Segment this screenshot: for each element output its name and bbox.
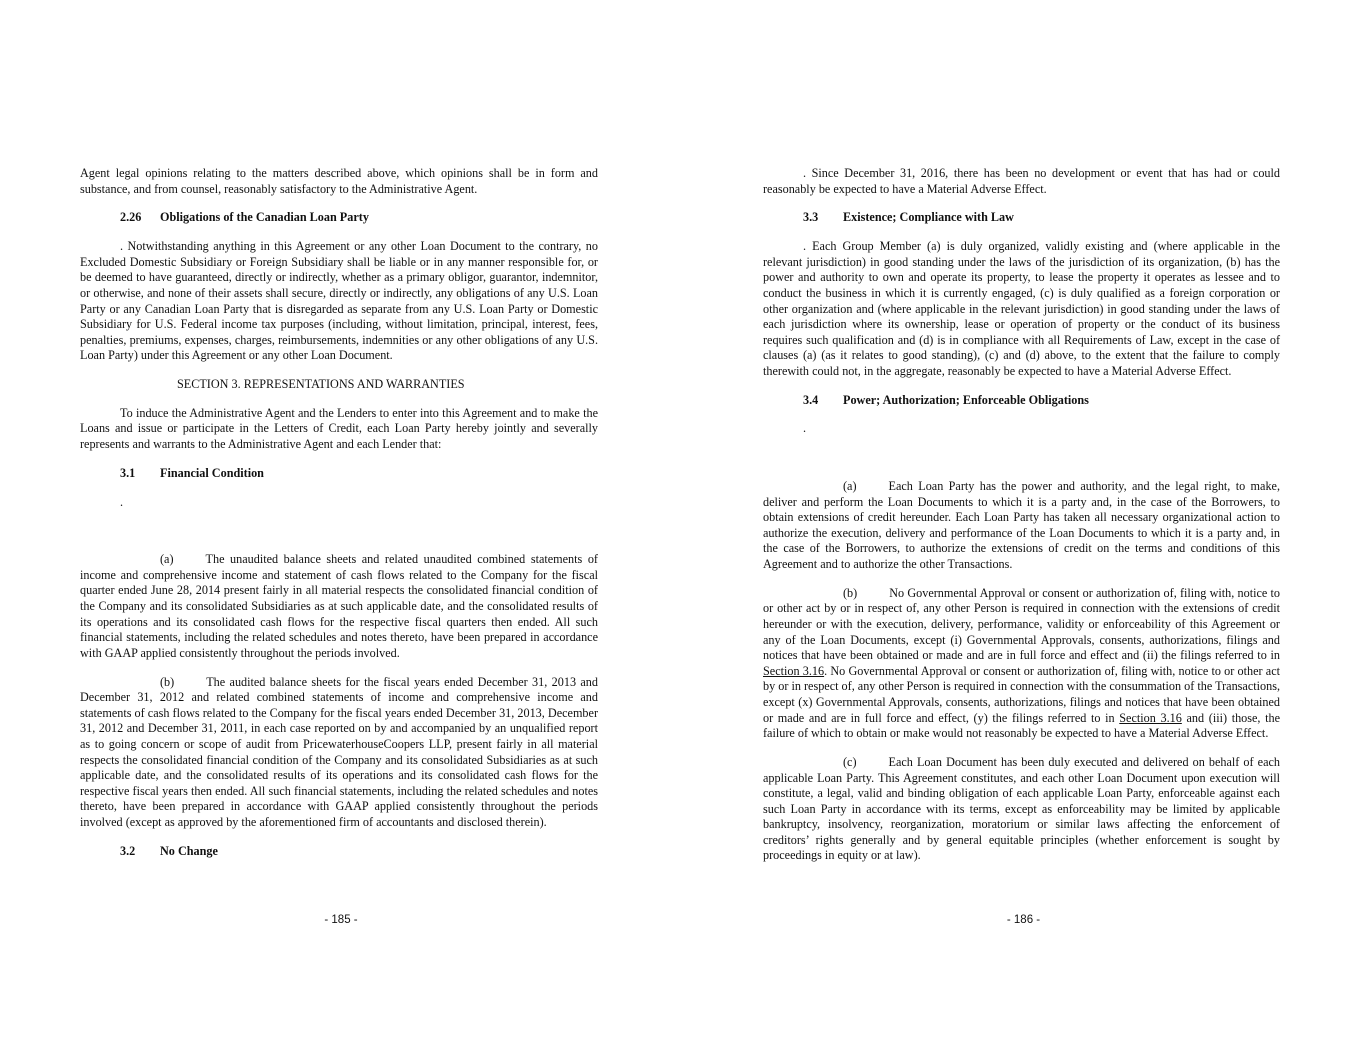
- right-page: [682, 0, 1365, 1055]
- section-title: Existence; Compliance with Law: [843, 210, 1014, 225]
- section-3-16-link[interactable]: Section 3.16: [763, 663, 825, 678]
- clause-label: (a): [160, 552, 174, 567]
- spacer: [80, 523, 598, 539]
- section-title: Obligations of the Canadian Loan Party: [160, 210, 369, 225]
- paragraph-3-2: . Since December 31, 2016, there has been no development or event that has had or could reasonably be expected to have a Material Adverse Effect.: [763, 166, 1280, 196]
- section-3-16-link[interactable]: Section 3.16: [1119, 710, 1182, 725]
- clause-text: The unaudited balance sheets and related unaudited combined statements of income and comprehensive income and statement of cash flows related to the Company for the fiscal quarter ended June 28, 2014 present fairly in all material respects the consolidated financial condition of the Company and its consolidated Subsidiaries as at such applicable date, and the consolidated results of its operations and its consolidated cash flows for the respective fiscal quarters then ended. All such financial statements, including the related schedules and notes thereto, have been prepared in accordance with GAAP applied consistently throughout the periods involved.: [80, 552, 598, 660]
- section-number: 3.4: [803, 392, 819, 407]
- section-heading-3-1: [80, 466, 598, 482]
- clause-text: No Governmental Approval or consent or authorization of, filing with, notice to or other act by or in respect of, any other Person is required in connection with the extensions of credit hereunder or with the execution, delivery, performance, validity or enforceability of this Agreement or any of the Loan Documents, except (i) Governmental Approvals, consents, authorizations, filings and notices that have been obtained or made and are in full force and effect and (ii) the filings referred to in: [763, 585, 1280, 663]
- page-number: - 186 -: [1006, 914, 1041, 926]
- continuation-paragraph: Agent legal opinions relating to the matters described above, which opinions shall be in form and substance, and from counsel, reasonably satisfactory to the Administrative Agent.: [80, 166, 598, 196]
- section-number: 2.26: [120, 210, 142, 225]
- paragraph-2-26: . Notwithstanding anything in this Agreement or any other Loan Document to the contrary, no Excluded Domestic Subsidiary or Foreign Subsidiary shall be liable or in any manner responsible for, or be deemed to have guaranteed, directly or indirectly, whether as a primary obligor, guarantor, indemnitor, or otherwise, and none of their assets shall secure, directly or indirectly, any obligations of any U.S. Loan Party or any Canadian Loan Party that is disregarded as separate from any U.S. Loan Party or Domestic Subsidiary for U.S. Federal income tax purposes (including, without limitation, principal, interest, fees, penalties, premiums, expenses, charges, reimbursements, indemnities or any other obligations of any U.S. Loan Party) under this Agreement or any other Loan Document.: [80, 239, 598, 363]
- section-heading-2-26: [80, 210, 598, 226]
- clause-label: (b): [160, 674, 175, 689]
- clause-label: (c): [843, 754, 857, 769]
- section-number: 3.1: [120, 465, 136, 480]
- section-heading-3-4: [763, 393, 1280, 409]
- left-page: [0, 0, 682, 1055]
- section-heading-3-2: [80, 844, 598, 860]
- paragraph-3-1-b: [80, 675, 598, 831]
- section-number: 3.3: [803, 210, 819, 225]
- clause-text: The audited balance sheets for the fiscal years ended December 31, 2013 and December 31, 2012 and related combined statements of income and comprehensive income and statements of cash flows related to the Company for the fiscal years ended December 31, 2013, December 31, 2012 and December 31, 2011, in each case reported on by and accompanied by an unqualified report as to going concern or scope of audit from PricewaterhouseCoopers LLP, present fairly in all material respects the consolidated financial condition of the Company and its consolidated Subsidiaries as at such applicable date, and the consolidated results of its operations and its consolidated cash flows for the respective fiscal years then ended. All such financial statements, including the related schedules and notes thereto, have been prepared in accordance with GAAP applied consistently throughout the periods involved (except as approved by the aforementioned firm of accountants and disclosed therein).: [80, 674, 598, 829]
- clause-label: (a): [843, 479, 857, 494]
- section-3-intro: To induce the Administrative Agent and the Lenders to enter into this Agreement and to make the Loans and issue or participate in the Letters of Credit, each Loan Party hereby jointly and severally represents and warrants to the Administrative Agent and each Lender that:: [80, 405, 598, 452]
- clause-text: Each Loan Party has the power and authority, and the legal right, to make, deliver and perform the Loan Documents to which it is a party and, in the case of the Borrowers, to obtain extensions of credit hereunder. Each Loan Party has taken all necessary organizational action to authorize the execution, delivery and performance of the Loan Documents to which it is a party and, in the case of the Borrowers, to authorize the extensions of credit on the terms and conditions of this Agreement and to authorize the other Transactions.: [763, 479, 1280, 571]
- section-3-4-dot: .: [803, 421, 807, 436]
- clause-label: (b): [843, 585, 858, 600]
- paragraph-3-1-a: [80, 552, 598, 661]
- paragraph-3-4-a: [763, 479, 1280, 573]
- paragraph-3-4-b: [763, 586, 1280, 742]
- section-title: No Change: [160, 843, 218, 858]
- clause-text: Each Loan Document has been duly executed and delivered on behalf of each applicable Loan Party. This Agreement constitutes, and each other Loan Document upon execution will constitute, a legal, valid and binding obligation of each applicable Loan Party, enforceable against each such Loan Party in accordance with its terms, except as enforceability may be limited by applicable bankruptcy, insolvency, reorganization, moratorium or similar laws affecting the enforcement of creditors’ rights generally and by general equitable principles (whether enforcement is sought by proceedings in equity or at law).: [763, 754, 1280, 863]
- section-title: Power; Authorization; Enforceable Obligations: [843, 392, 1089, 407]
- spacer: [763, 450, 1280, 466]
- section-heading-3-3: [763, 210, 1280, 226]
- paragraph-3-4-c: [763, 755, 1280, 864]
- section-title: Financial Condition: [160, 465, 264, 480]
- clause-text: . No Governmental Approval or consent or authorization of, filing with, notice to or other act by or in respect of, any other Person is required in connection with the consummation of the Transactions, except (x) Governmental Approvals, consents, authorizations, filings and notices that have been obtained or made and are in full force and effect, (y) the filings referred to in: [763, 663, 1280, 725]
- left-page-body: [80, 166, 598, 872]
- paragraph-3-3: . Each Group Member (a) is duly organized, validly existing and (where applicable in the relevant jurisdiction) in good standing under the laws of the jurisdiction of its organization, (b) has the power and authority to own and operate its property, to lease the property it operates as lessee and to conduct the business in which it is currently engaged, (c) is duly qualified as a foreign corporation or other organization and (where applicable in the relevant jurisdiction) in good standing under the laws of each jurisdiction where its ownership, lease or operation of property or the conduct of its business requires such qualification and (d) is in compliance with all Requirements of Law, except in the case of clauses (a) (as it relates to good standing), (c) and (d) above, to the extent that the failure to comply therewith could not, in the aggregate, reasonably be expected to have a Material Adverse Effect.: [763, 239, 1280, 378]
- section-3-title: SECTION 3. REPRESENTATIONS AND WARRANTIES: [177, 377, 465, 392]
- section-number: 3.2: [120, 843, 136, 858]
- clause-text: and (iii) those, the failure of which to obtain or make would not reasonably be expected to have a Material Adverse Effect.: [763, 710, 1281, 741]
- right-page-body: [763, 166, 1280, 864]
- page-number: - 185 -: [324, 914, 358, 926]
- section-3-1-dot: .: [120, 494, 124, 509]
